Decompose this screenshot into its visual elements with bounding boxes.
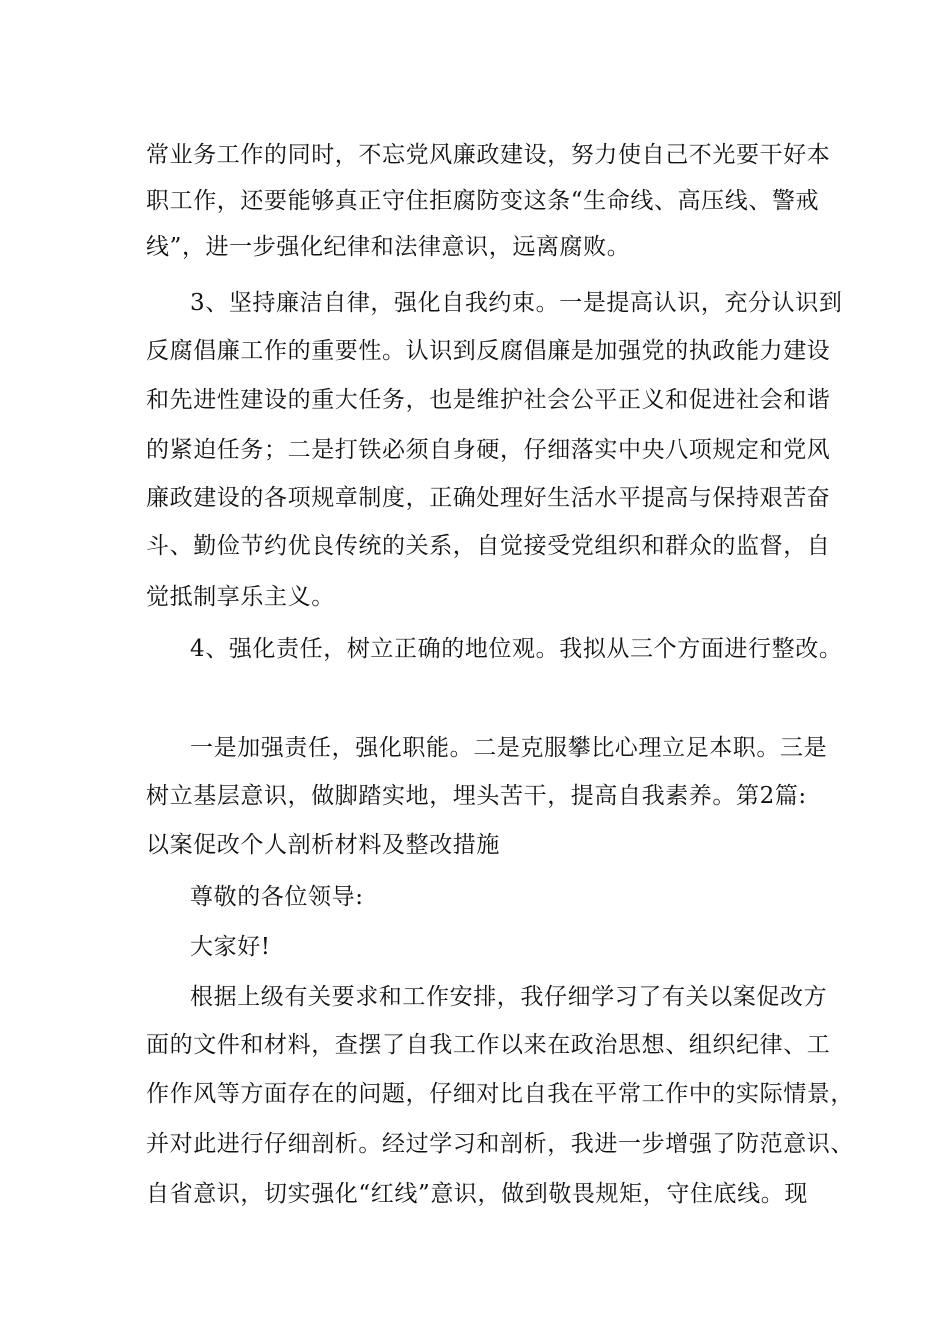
text-line: 线”，进一步强化纪律和法律意识，远离腐败。 (146, 234, 631, 260)
text-line: 以案促改个人剖析材料及整改措施 (146, 832, 500, 858)
text-line: 大家好! (190, 934, 271, 960)
text-line: 常业务工作的同时，不忘党风廉政建设，努力使自己不光要干好本 (146, 142, 831, 168)
text-line: 3、坚持廉洁自律，强化自我约束。一是提高认识，充分认识到 (190, 290, 843, 316)
text-line: 的紧迫任务；二是打铁必须自身硬，仔细落实中央八项规定和党风 (146, 437, 831, 463)
text-line: 职工作，还要能够真正守住拒腐防变这条“生命线、高压线、警戒 (146, 188, 820, 214)
text-line: 一是加强责任，强化职能。二是克服攀比心理立足本职。三是 (190, 735, 828, 761)
text-line: 自省意识，切实强化“红线”意识，做到敬畏规矩，守住底线。现 (146, 1181, 808, 1207)
text-line: 和先进性建设的重大任务，也是维护社会公平正义和促进社会和谐 (146, 387, 831, 413)
text-line: 斗、勤俭节约优良传统的关系，自觉接受党组织和群众的监督，自 (146, 533, 831, 559)
text-line: 面的文件和材料，查摆了自我工作以来在政治思想、组织纪律、工 (146, 1032, 831, 1058)
text-line: 尊敬的各位领导: (190, 884, 364, 910)
text-line: 觉抵制享乐主义。 (146, 584, 335, 610)
text-line: 根据上级有关要求和工作安排，我仔细学习了有关以案促改方 (190, 984, 828, 1010)
text-line: 树立基层意识，做脚踏实地，埋头苦干，提高自我素养。第2篇: (146, 783, 807, 809)
text-line: 作作风等方面存在的问题，仔细对比自我在平常工作中的实际情景， (146, 1081, 854, 1107)
text-line: 4、强化责任，树立正确的地位观。我拟从三个方面进行整改。 (190, 636, 843, 662)
text-line: 并对此进行仔细剖析。经过学习和剖析，我进一步增强了防范意识、 (146, 1131, 854, 1157)
text-line: 反腐倡廉工作的重要性。认识到反腐倡廉是加强党的执政能力建设 (146, 338, 831, 364)
text-line: 廉政建设的各项规章制度，正确处理好生活水平提高与保持艰苦奋 (146, 485, 831, 511)
